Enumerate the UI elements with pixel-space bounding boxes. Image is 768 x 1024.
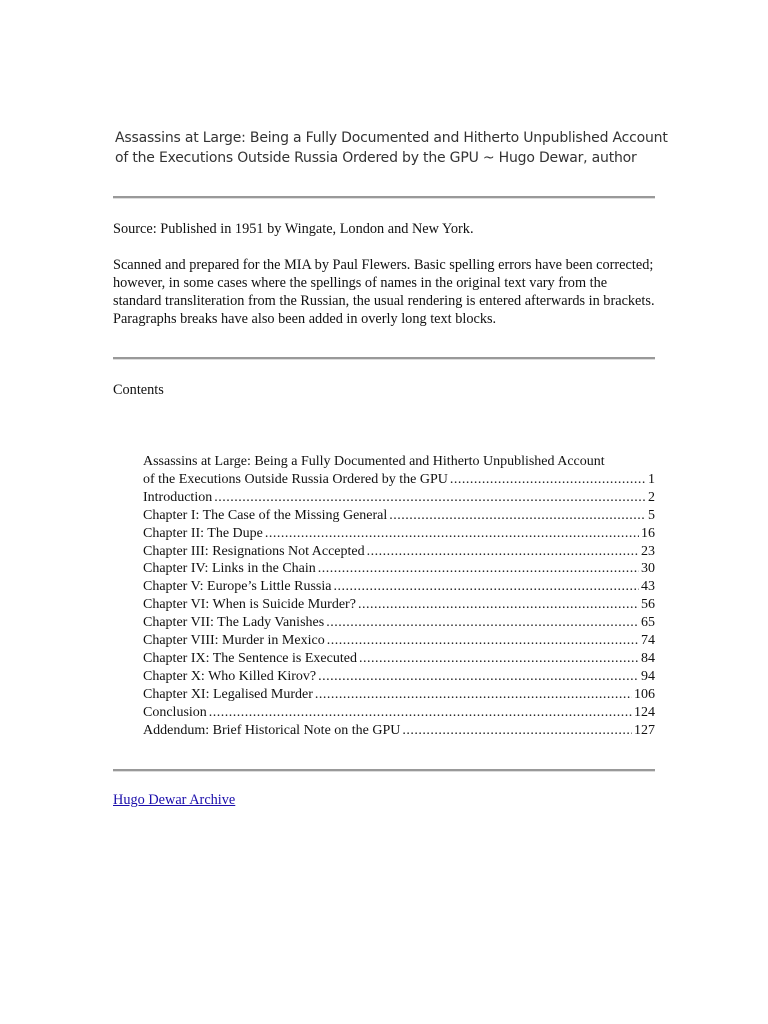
toc-leader-dots (265, 525, 639, 543)
toc-page-number: 56 (641, 597, 655, 613)
toc-entry-label: Chapter XI: Legalised Murder (143, 686, 313, 702)
table-of-contents (143, 453, 655, 740)
source-note: Source: Published in 1951 by Wingate, London and New York. (113, 221, 474, 237)
toc-entry[interactable] (143, 560, 655, 578)
toc-page-number: 5 (648, 507, 655, 523)
toc-leader-dots (315, 686, 632, 704)
toc-leader-dots (367, 543, 639, 561)
toc-page-number: 16 (641, 525, 655, 541)
toc-entry-title[interactable] (143, 471, 655, 489)
toc-title-line-1: Assassins at Large: Being a Fully Documented and Hitherto Unpublished Account (143, 454, 605, 469)
toc-page-number: 23 (641, 543, 655, 559)
toc-page-number: 124 (634, 704, 655, 720)
toc-entry-label: Conclusion (143, 704, 207, 720)
toc-page-number: 1 (648, 471, 655, 487)
toc-leader-dots (318, 668, 639, 686)
toc-entry[interactable] (143, 650, 655, 668)
toc-leader-dots (333, 578, 639, 596)
toc-entry-label: Chapter IV: Links in the Chain (143, 561, 316, 577)
header-title-line-1: Assassins at Large: Being a Fully Documented and Hitherto Unpublished Account (115, 130, 668, 146)
toc-entry[interactable] (143, 507, 655, 525)
divider-top (113, 196, 655, 198)
toc-entry-label: Chapter VI: When is Suicide Murder? (143, 597, 356, 613)
toc-page-number: 30 (641, 561, 655, 577)
toc-entry-label: Chapter V: Europe’s Little Russia (143, 579, 332, 595)
toc-page-number: 94 (641, 668, 655, 684)
toc-entry[interactable] (143, 489, 655, 507)
toc-leader-dots (326, 614, 639, 632)
toc-entry-label: Chapter III: Resignations Not Accepted (143, 543, 365, 559)
toc-leader-dots (358, 596, 639, 614)
toc-leader-dots (209, 704, 632, 722)
toc-entry-label: Chapter X: Who Killed Kirov? (143, 668, 317, 684)
toc-page-number: 65 (641, 615, 655, 631)
transcription-note: Scanned and prepared for the MIA by Paul Flewers. Basic spelling errors have been corrected; however, in some cases where the spellings of names in the original text vary from the standard transliteration from the Russian, the usual rendering is entered afterwards in brackets. Paragraphs breaks have also been added in overly long text blocks. (113, 257, 655, 327)
toc-page-number: 84 (641, 650, 655, 666)
contents-heading: Contents (113, 382, 164, 398)
header-title-line-2: of the Executions Outside Russia Ordered by the GPU ~ Hugo Dewar, author (115, 150, 637, 166)
toc-entry-label: Addendum: Brief Historical Note on the GPU (143, 722, 401, 738)
document-header (115, 128, 668, 168)
toc-entry-label: Chapter VIII: Murder in Mexico (143, 633, 325, 649)
divider-bottom (113, 769, 655, 771)
toc-entry[interactable] (143, 543, 655, 561)
toc-entry-label: Chapter IX: The Sentence is Executed (143, 650, 357, 666)
toc-entry[interactable] (143, 632, 655, 650)
toc-entry-label: Chapter I: The Case of the Missing General (143, 507, 388, 523)
toc-entry[interactable] (143, 704, 655, 722)
toc-entry[interactable] (143, 596, 655, 614)
toc-entry[interactable] (143, 668, 655, 686)
toc-entry-label: Chapter II: The Dupe (143, 525, 263, 541)
toc-leader-dots (327, 632, 639, 650)
toc-page-number: 2 (648, 489, 655, 505)
archive-link[interactable]: Hugo Dewar Archive (113, 792, 236, 808)
divider-middle (113, 357, 655, 359)
toc-entry[interactable] (143, 722, 655, 740)
toc-entry[interactable] (143, 686, 655, 704)
toc-leader-dots (214, 489, 646, 507)
toc-page-number: 43 (641, 579, 655, 595)
toc-leader-dots (389, 507, 646, 525)
toc-page-number: 127 (634, 722, 655, 738)
toc-leader-dots (450, 471, 646, 489)
toc-leader-dots (402, 722, 632, 740)
toc-entry-label: Chapter VII: The Lady Vanishes (143, 615, 325, 631)
toc-entry[interactable] (143, 614, 655, 632)
toc-entries (143, 489, 655, 740)
toc-title-line-2: of the Executions Outside Russia Ordered by the GPU (143, 471, 448, 487)
toc-page-number: 74 (641, 633, 655, 649)
toc-page-number: 106 (634, 686, 655, 702)
toc-leader-dots (359, 650, 639, 668)
toc-entry[interactable] (143, 525, 655, 543)
toc-entry[interactable] (143, 578, 655, 596)
toc-leader-dots (318, 560, 639, 578)
toc-entry-label: Introduction (143, 489, 213, 505)
